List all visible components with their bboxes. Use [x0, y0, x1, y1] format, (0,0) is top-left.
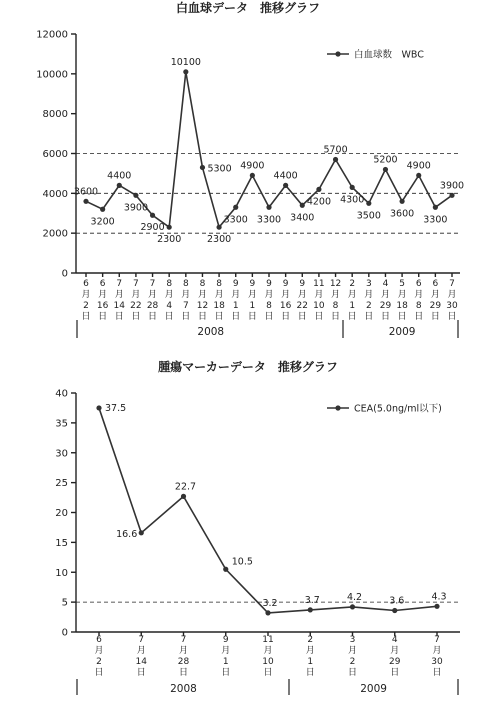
data-label: 3.2: [262, 597, 278, 609]
data-label: 2300: [157, 234, 182, 246]
x-tick-label: 5 月 18 日: [396, 279, 408, 322]
y-tick-label: 35: [55, 418, 68, 430]
data-point: [223, 567, 228, 572]
data-point: [167, 225, 172, 230]
data-point: [83, 199, 88, 204]
x-tick-label: 6 月 16 日: [96, 279, 109, 322]
data-point: [265, 610, 270, 615]
wbc-chart: [0, 0, 497, 350]
legend-label: 白血球数 WBC: [354, 49, 424, 61]
x-tick-label: 7 月 30 日: [431, 635, 443, 678]
data-label: 5300: [207, 163, 232, 175]
data-label: 3900: [439, 180, 465, 192]
data-label: 4.3: [431, 591, 447, 603]
x-tick-label: 8 月 12 日: [196, 279, 209, 322]
x-tick-label: 4 月 29 日: [379, 279, 392, 322]
data-label: 3300: [223, 214, 248, 226]
data-point: [150, 213, 155, 218]
y-tick-label: 30: [55, 448, 68, 460]
data-point: [316, 187, 321, 192]
x-tick-label: 8 月 4 日: [164, 279, 174, 322]
y-tick-label: 10000: [36, 69, 68, 81]
data-point: [350, 185, 355, 190]
x-tick-label: 9 月 22 日: [296, 279, 308, 322]
chart-title: 腫瘍マーカーデータ 推移グラフ: [158, 360, 338, 374]
data-label: 4.2: [346, 591, 363, 603]
data-point: [100, 207, 105, 212]
data-point: [117, 183, 122, 188]
data-point: [216, 225, 221, 230]
x-tick-label: 2 月 1 日: [305, 635, 315, 678]
legend-label: CEA(5.0ng/ml以下): [354, 403, 442, 415]
cea-chart: [0, 350, 497, 703]
y-tick-label: 5: [61, 597, 68, 609]
year-label: 2009: [360, 683, 387, 695]
data-label: 3600: [73, 186, 99, 198]
x-tick-label: 6 月 2 日: [94, 635, 104, 678]
data-label: 4400: [107, 170, 132, 182]
data-point: [350, 604, 355, 609]
data-label: 5200: [373, 154, 398, 166]
data-label: 3200: [90, 216, 115, 228]
data-point: [392, 608, 397, 613]
x-tick-label: 9 月 16 日: [279, 279, 292, 322]
data-label: 4900: [240, 160, 265, 172]
data-label: 3300: [423, 214, 448, 226]
x-tick-label: 6 月 2 日: [81, 279, 91, 322]
y-tick-label: 25: [55, 478, 68, 490]
data-label: 3500: [356, 210, 381, 222]
data-label: 10100: [170, 56, 201, 68]
x-tick-label: 3 月 2 日: [364, 279, 374, 322]
y-tick-label: 10: [55, 567, 68, 579]
legend-marker: [335, 51, 340, 56]
data-point: [133, 193, 138, 198]
x-tick-label: 7 月 14 日: [113, 279, 125, 322]
data-label: 3900: [123, 202, 149, 214]
data-point: [383, 167, 388, 172]
data-point: [183, 69, 188, 74]
data-label: 16.6: [116, 528, 138, 540]
data-label: 37.5: [105, 402, 127, 414]
data-point: [96, 405, 101, 410]
x-tick-label: 7 月 28 日: [177, 635, 190, 678]
data-label: 3400: [290, 212, 315, 224]
x-tick-label: 7 月 14 日: [135, 635, 147, 678]
y-tick-label: 4000: [42, 188, 68, 200]
y-tick-label: 8000: [42, 109, 68, 121]
x-tick-label: 11 月 10 日: [262, 635, 274, 678]
data-point: [233, 205, 238, 210]
data-point: [181, 494, 186, 499]
x-tick-label: 9 月 1 日: [231, 279, 241, 322]
data-point: [308, 607, 313, 612]
series-line: [99, 408, 437, 613]
x-tick-label: 8 月 7 日: [181, 279, 191, 322]
x-tick-label: 6 月 29 日: [429, 279, 442, 322]
y-tick-label: 12000: [36, 29, 68, 41]
x-tick-label: 9 月 8 日: [264, 279, 274, 322]
x-tick-label: 2 月 1 日: [347, 279, 357, 322]
data-label: 4400: [273, 170, 298, 182]
year-label: 2009: [388, 326, 416, 338]
data-label: 4900: [406, 160, 431, 172]
data-point: [433, 205, 438, 210]
x-tick-label: 3 月 2 日: [347, 635, 358, 678]
chart-title: 白血球データ 推移グラフ: [175, 1, 321, 15]
data-label: 3.6: [389, 595, 405, 607]
data-label: 3.7: [304, 594, 320, 606]
data-point: [283, 183, 288, 188]
year-label: 2008: [197, 326, 225, 338]
data-label: 5700: [323, 144, 348, 156]
x-tick-label: 12 月 8 日: [329, 279, 342, 322]
data-label: 10.5: [231, 556, 253, 568]
data-label: 3300: [256, 214, 282, 226]
x-tick-label: 11 月 10 日: [313, 279, 325, 322]
data-point: [300, 203, 305, 208]
y-tick-label: 20: [55, 508, 68, 519]
y-tick-label: 0: [61, 268, 68, 280]
x-tick-label: 8 月 18 日: [213, 279, 225, 322]
y-tick-label: 40: [55, 388, 68, 400]
data-label: 22.7: [174, 481, 197, 493]
data-point: [366, 201, 371, 206]
data-point: [333, 157, 338, 162]
x-tick-label: 7 月 22 日: [130, 279, 142, 322]
data-point: [449, 193, 454, 198]
data-label: 2900: [140, 222, 165, 234]
data-point: [200, 165, 205, 170]
data-point: [266, 205, 271, 210]
x-tick-label: 6 月 8 日: [414, 279, 424, 322]
data-label: 4200: [306, 196, 332, 208]
x-tick-label: 4 月 29 日: [389, 635, 401, 678]
y-tick-label: 6000: [42, 149, 68, 160]
x-tick-label: 7 月 30 日: [446, 279, 458, 322]
x-tick-label: 9 月 1 日: [247, 279, 257, 322]
data-label: 2300: [206, 234, 232, 246]
y-tick-label: 15: [55, 537, 68, 549]
x-tick-label: 7 月 28 日: [146, 279, 159, 322]
legend-marker: [335, 405, 340, 410]
data-point: [399, 199, 404, 204]
year-label: 2008: [170, 683, 197, 695]
data-label: 4300: [340, 194, 365, 206]
y-tick-label: 0: [61, 627, 68, 639]
x-tick-label: 9 月 1 日: [221, 635, 231, 678]
data-point: [139, 530, 144, 535]
data-point: [416, 173, 421, 178]
data-point: [434, 604, 439, 609]
data-label: 3600: [389, 208, 415, 220]
data-point: [250, 173, 255, 178]
y-tick-label: 2000: [42, 228, 68, 240]
